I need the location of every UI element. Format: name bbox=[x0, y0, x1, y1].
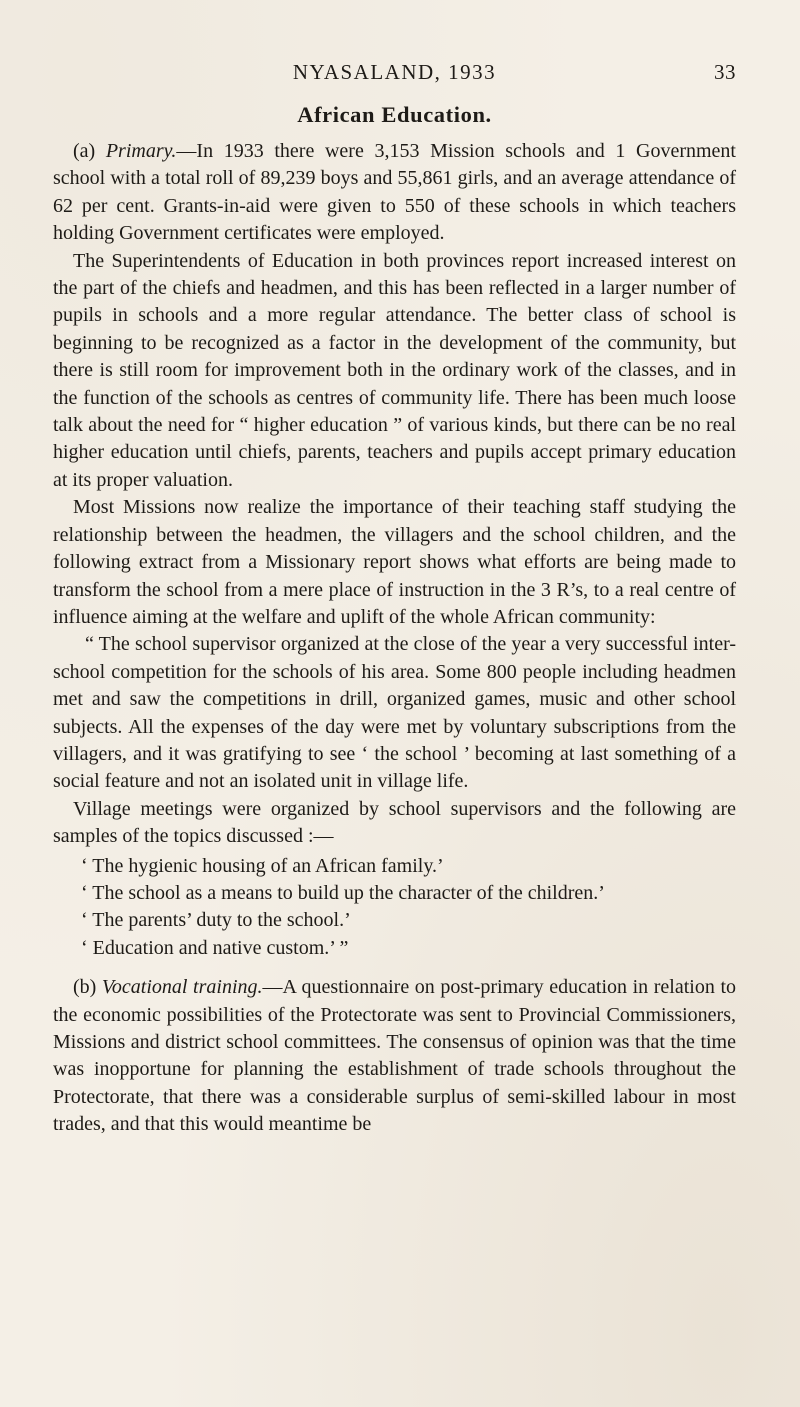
paragraph-vocational bbox=[53, 974, 736, 1138]
quote-paragraph-competition: “ The school supervisor organized at the close of the year a very successful inter-school competition for the schools of his area. Some 800 people including headmen met and saw the competitions in drill, organized games, music and other school subjects. All the expenses of the day were met by voluntary subscriptions from the villagers, and it was gratifying to see ‘ the school ’ becoming at last something of a social feature and not an isolated unit in village life. bbox=[53, 633, 736, 793]
paragraph-missions: Most Missions now realize the importance of their teaching staff studying the relationship between the headmen, the villagers and the school children, and the following extract from a Missionary report shows what efforts are being made to transform the school from a mere place of instruction in the 3 R’s, to a real centre of influence aiming at the welfare and uplift of the whole African community: bbox=[53, 496, 736, 628]
primary-label: (a) bbox=[73, 140, 106, 162]
paragraph-superintendents: The Superintendents of Education in both provinces report increased interest on the part of the chiefs and headmen, and this has been reflected in a larger number of pupils in schools and a more regular attendance. The better class of school is beginning to be recognized as a factor in the development of the community, but there is still room for improvement both in the ordinary work of the classes, and in the function of the schools as centres of community life. There has been much loose talk about the need for “ higher education ” of various kinds, but there can be no real higher education until chiefs, parents, teachers and pupils accept primary education at its proper valuation. bbox=[53, 249, 736, 491]
running-header bbox=[53, 60, 736, 94]
vocational-text: —A questionnaire on post-primary education in relation to the economic possibilities of the Protectorate was sent to Provincial Commissioners, Missions and district school committees. The consensus of opinion was that the time was inopportune for planning the establishment of trade schools throughout the Protectorate, that there was a considerable surplus of semi-skilled labour in most trades, and that this would meantime be bbox=[53, 976, 736, 1136]
topic-item: ‘ The parents’ duty to the school.’ bbox=[81, 909, 351, 932]
paragraph-primary bbox=[53, 138, 736, 248]
vocational-heading: Vocational training. bbox=[101, 976, 263, 999]
primary-text: —In 1933 there were 3,153 Mission schools and 1 Government school with a total roll of 89,239 boys and 55,861 girls, and an average attendance of 62 per cent. Grants-in-aid were given to 550 of these schools in which teachers holding Government certificates were employed. bbox=[53, 140, 736, 245]
page-number: 33 bbox=[714, 60, 736, 84]
running-title: NYASALAND, 1933 bbox=[292, 60, 497, 84]
primary-heading: Primary. bbox=[105, 140, 177, 162]
vocational-label: (b) bbox=[73, 976, 102, 999]
topic-item: ‘ The school as a means to build up the character of the children.’ bbox=[81, 881, 605, 904]
topics-list bbox=[53, 853, 736, 963]
topic-item: ‘ The hygienic housing of an African family.’ bbox=[81, 854, 444, 877]
section-title: African Education. bbox=[297, 102, 492, 127]
topic-item: ‘ Education and native custom.’ ” bbox=[81, 936, 349, 959]
quote-paragraph-village-meetings: Village meetings were organized by school supervisors and the following are samples of the topics discussed :— bbox=[53, 797, 736, 848]
